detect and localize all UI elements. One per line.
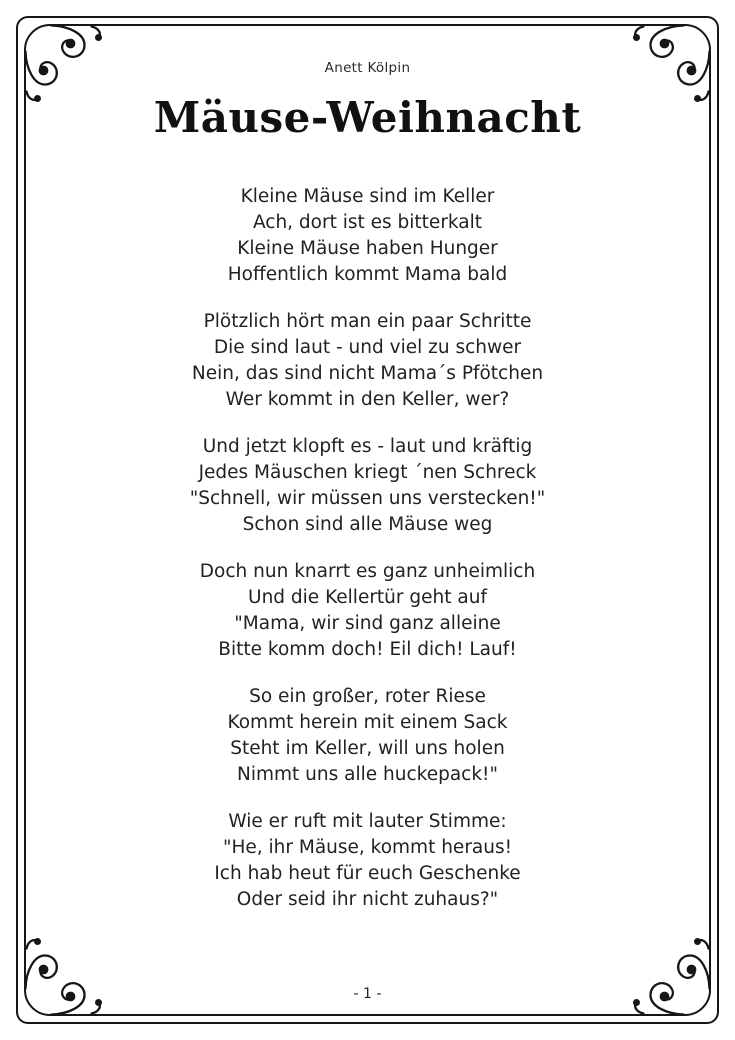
poem-stanza <box>0 559 735 663</box>
poem-line: Die sind laut - und viel zu schwer <box>213 337 522 358</box>
poem-line: Hoffentlich kommt Mama bald <box>227 264 508 285</box>
poem-line: Schon sind alle Mäuse weg <box>242 514 493 535</box>
poem-line: "Mama, wir sind ganz alleine <box>234 613 501 634</box>
poem-line: Kommt herein mit einem Sack <box>227 712 508 733</box>
poem-line: Oder seid ihr nicht zuhaus?" <box>236 889 499 910</box>
author-line: Anett Kölpin <box>324 60 411 76</box>
poem-line: Plötzlich hört man ein paar Schritte <box>203 311 532 332</box>
poem-line: Wie er ruft mit lauter Stimme: <box>228 811 507 832</box>
poem-line: "Schnell, wir müssen uns verstecken!" <box>189 488 546 509</box>
poem-line: Ach, dort ist es bitterkalt <box>252 212 483 233</box>
poem-stanza <box>0 434 735 538</box>
page-title: Mäuse-Weihnacht <box>153 93 582 142</box>
poem-line: Jedes Mäuschen kriegt ´nen Schreck <box>198 462 537 483</box>
poem-line: Wer kommt in den Keller, wer? <box>225 389 510 410</box>
poem-line: Nimmt uns alle huckepack!" <box>237 764 498 785</box>
poem-line: Und jetzt klopft es - laut und kräftig <box>202 436 533 457</box>
poem-line: Kleine Mäuse haben Hunger <box>237 238 498 259</box>
poem-line: Doch nun knarrt es ganz unheimlich <box>199 561 536 582</box>
poem-stanza <box>0 184 735 288</box>
poem-stanza <box>0 309 735 413</box>
poem-line: Nein, das sind nicht Mama´s Pfötchen <box>191 363 544 384</box>
poem-line: "He, ihr Mäuse, kommt heraus! <box>222 837 513 858</box>
poem-stanza <box>0 684 735 788</box>
page-number: - 1 - <box>353 986 382 1002</box>
poem-line: Und die Kellertür geht auf <box>248 587 487 608</box>
poem-line: Steht im Keller, will uns holen <box>230 738 505 759</box>
poem-line: Ich hab heut für euch Geschenke <box>214 863 521 884</box>
poem-line: Bitte komm doch! Eil dich! Lauf! <box>218 639 517 660</box>
poem-stanza <box>0 809 735 913</box>
poem <box>0 184 735 913</box>
poem-line: Kleine Mäuse sind im Keller <box>240 186 495 207</box>
poem-line: So ein großer, roter Riese <box>249 686 486 707</box>
